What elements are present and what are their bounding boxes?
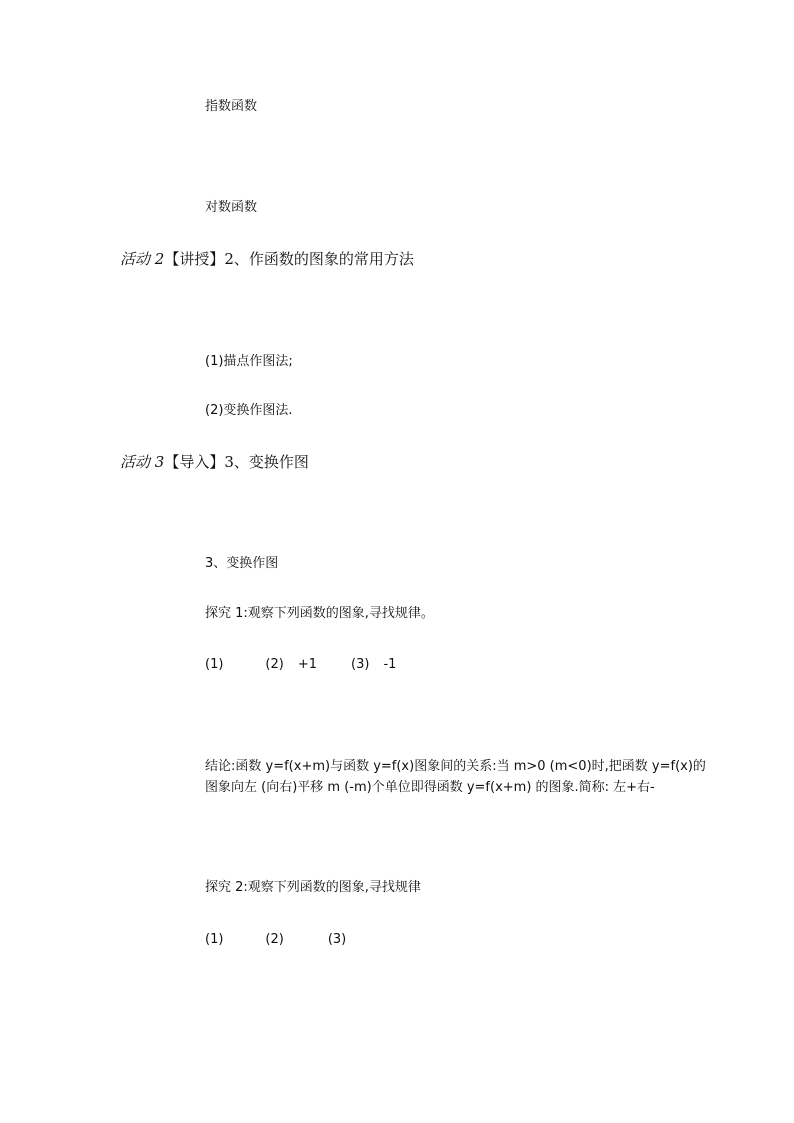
method-1: (1)描点作图法; <box>205 354 293 369</box>
activity-2-tag: 【讲授】 <box>164 250 225 268</box>
explore-2-item: (2) <box>265 932 284 947</box>
activity-3-tag: 【导入】 <box>164 453 225 471</box>
explore-1-items <box>205 657 396 673</box>
activity-3-heading <box>120 453 309 471</box>
transform-heading: 3、变换作图 <box>205 556 279 571</box>
explore-2-items <box>205 932 346 948</box>
log-function-label: 对数函数 <box>205 200 258 215</box>
explore-2: 探究 2:观察下列函数的图象,寻找规律 <box>205 880 421 895</box>
method-2: (2)变换作图法. <box>205 403 293 418</box>
explore-1: 探究 1:观察下列函数的图象,寻找规律。 <box>205 606 434 621</box>
explore-1-item: (1) <box>205 657 224 672</box>
explore-2-item: (3) <box>327 932 347 947</box>
activity-3-label: 活动 3 <box>120 453 165 471</box>
conclusion-line-2: 图象向左 (向右)平移 m (-m)个单位即得函数 y=f(x+m) 的图象.简称: 左+右- <box>205 780 655 795</box>
explore-1-item: (3) <box>351 657 370 672</box>
activity-3-text: 3、变换作图 <box>224 453 309 471</box>
activity-2-text: 2、作函数的图象的常用方法 <box>224 250 414 268</box>
exp-function-label: 指数函数 <box>205 99 258 114</box>
conclusion-line-1: 结论:函数 y=f(x+m)与函数 y=f(x)图象间的关系:当 m>0 (m<0)时,把函数 y=f(x)的 <box>205 759 706 774</box>
activity-2-heading <box>120 250 414 268</box>
explore-1-item: (2) <box>265 657 284 672</box>
activity-2-label: 活动 2 <box>120 250 165 268</box>
explore-1-item: -1 <box>383 657 397 672</box>
explore-2-item: (1) <box>205 932 224 947</box>
explore-1-item: +1 <box>297 657 318 672</box>
